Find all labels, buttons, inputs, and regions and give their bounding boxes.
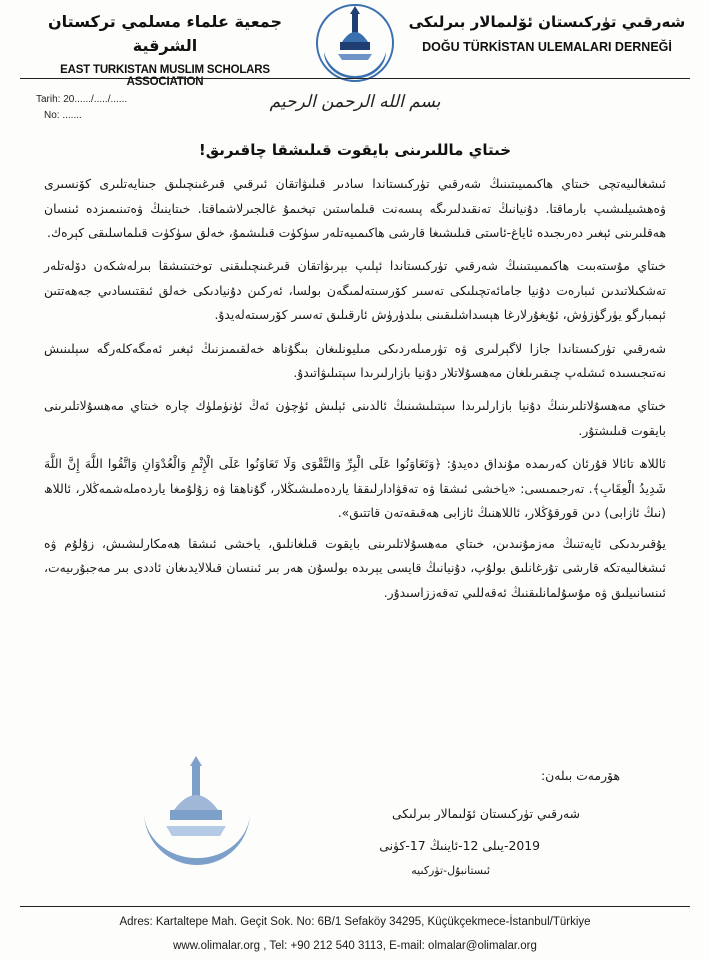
date-field: Tarih: 20....../...../...... — [36, 94, 128, 105]
footer-contact: www.olimalar.org , Tel: +90 212 540 3113, E-mail: olmalar@olimalar.org — [173, 940, 537, 952]
paragraph: خىتاي مەھسۇلاتلىرىنىڭ دۇنيا بازارلىرىدا سېتىلىشىنىڭ ئالدىنى ئېلىش ئۈچۈن ئەڭ ئۈنۈملۈك چارە خىتاي مەھسۇلاتلىرىنى بايقوت قىلىشتۇر. — [44, 398, 666, 438]
crescent-mosque-emblem-icon — [314, 2, 396, 84]
uyghur-org-name: شەرقىي تۈركىستان ئۆلىمالار بىرلىكى — [408, 13, 686, 31]
association-seal-icon — [132, 752, 262, 872]
signatory-name: شەرقىي تۈركىستان ئۆلىمالار بىرلىكى — [391, 806, 580, 821]
letterhead-right — [402, 10, 692, 54]
paragraph: يۇقىرىدىكى ئايەتنىڭ مەزمۇنىدىن، خىتاي مەھسۇلاتلىرىنى بايقوت قىلغانلىق، ياخشى ئىشقا ھەمكارلىشىش، زۇلۇم ۋە ئىشغالىيەتكە قارشى تۇرغانلىق بولۇپ، دۇنيانىڭ قايسى يېرىدە بولسۇن ھەر بىر ئىنسان قىلالايدىغان ئاددى بىر مەجبۇرىيەت، ئىنسانىيلىق ۋە مۇسۇلمانلىقنىڭ ئەقەللىي تەقەززاسىدۇر. — [44, 535, 666, 600]
regards-line: ھۆرمەت بىلەن: — [540, 768, 620, 783]
letterhead — [0, 0, 710, 88]
letter-body — [44, 172, 666, 614]
footer-divider — [20, 906, 690, 907]
letter-title: خىتاي ماللىرىنى بايقوت قىلىشقا چاقىرىق! — [198, 141, 512, 159]
turkish-org-name: DOĞU TÜRKİSTAN ULEMALARI DERNEĞİ — [422, 40, 672, 54]
header-divider — [20, 78, 690, 79]
letter-footer — [20, 910, 690, 958]
number-field: No: ....... — [44, 110, 82, 121]
reference-block — [36, 92, 127, 124]
signature-date: 2019-يىلى 12-ئاينىڭ 17-كۈنى — [379, 838, 540, 853]
paragraph: ئىشغالىيەتچى خىتاي ھاكىمىيىتىنىڭ شەرقىي تۈركىستاندا سادىر قىلىۋاتقان ئىرقىي قىرغىنچىلىق جىنايەتلىرى كۆنسىرى ۋەھشىيلىشىپ بارماقتا. دۇنيانىڭ تەنقىدلىرىگە پىسەنت قىلماستىن تېخىمۇ غالجىرلاشماقتا. خىتاينىڭ ۋەتىنىمىزدە ئىنسان ھەقلىرىنى ئېغىر دەرىجىدە ئاياغ-ئاستى قىلىشىغا قارشى ھاكىمىيەتلەر سۈكۈت قىلىشمۇ، خەلق سۈكۈت قىلماسلىقى كېرەك. — [44, 176, 666, 241]
arabic-org-name: جمعية علماء مسلمي تركستان الشرقية — [48, 12, 282, 55]
paragraph: خىتاي مۇستەبىت ھاكىمىيىتىنىڭ شەرقىي تۈركىستاندا ئېلىپ بېرىۋاتقان قىرغىنچىلىقنى توختىتىشقا بىرلەشكەن دۆلەتلەر تەشكىلاتىدىن ئىبارەت دۇنيا جامائەتچىلىكى تەسىر كۆرسىتەلمىگەن بولسا، ئەركىن دۇنيادىكى خەلق ئىقتىسادىي جەھەتتىن ئېمبارگو يۈرگۈزۈش، ئۇيغۇرلارغا ھېسداشلىقىنى بىلدۈرۈش ئارقىلىق تەسىر كۆرسىتەلەيدۇ. — [44, 258, 666, 323]
basmala-calligraphy: بسم الله الرحمن الرحيم — [269, 92, 441, 112]
letterhead-left — [30, 10, 300, 88]
english-org-name: EAST TURKISTAN MUSLIM SCHOLARS ASSOCIATION — [60, 64, 270, 88]
footer-address: Adres: Kartaltepe Mah. Geçit Sok. No: 6B/1 Sefaköy 34295, Küçükçekmece-İstanbul/Türkiye — [119, 916, 591, 928]
paragraph: شەرقىي تۈركىستاندا جازا لاگېرلىرى ۋە تۈرمىلەردىكى مىليونلىغان بىگۇناھ خەلقىمىزنىڭ ئېغىر ئەمگەكلەرگە سېلىنىش نەتىجىسىدە ئىشلەپ چىقىرىلغان مەھسۇلاتلار دۇنيا بازارلىرىدا سېتىلىۋاتىدۇ. — [44, 340, 666, 381]
signature-place: ئىستانبۇل-تۈركىيە — [411, 864, 490, 877]
quran-paragraph: ئاللاھ تائالا قۇرئان كەرىمدە مۇنداق دەيدۇ: ﴿وَتَعَاوَنُوا عَلَى الْبِرِّ وَالتَّقْوَى وَلَا تَعَاوَنُوا عَلَى الْإِثْمِ وَالْعُدْوَانِ وَاتَّقُوا اللَّهَ إِنَّ اللَّهَ شَدِيدُ الْعِقَابِ﴾. تەرجىمىسى: «ياخشى ئىشقا ۋە تەقۋادارلىققا ياردەملىشىڭلار، گۇناھقا ۋە زۇلۇمغا ياردەملەشمەڭلار، ئاللاھ (نىڭ ئازابى) دىن قورقۇڭلار، ئاللاھنىڭ ئازابى ھەقىقەتەن قاتتىق». — [44, 455, 666, 521]
